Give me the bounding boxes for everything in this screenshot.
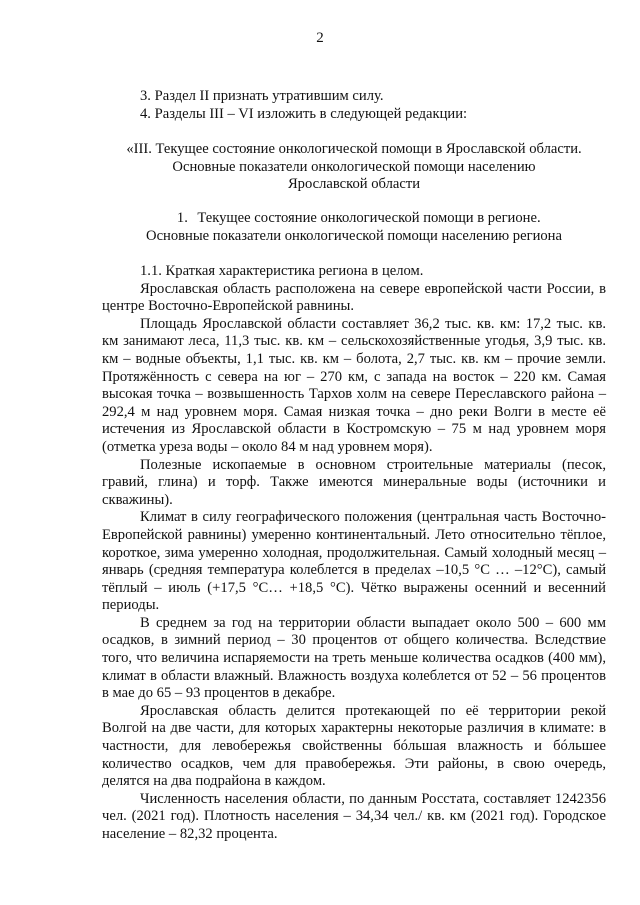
paragraph: Ярославская область делится протекающей по её территории рекой Волгой на две части, для которых характерны некоторые различия в климате: в частности, для левобережья свойственны бóльшая влажность и бóльшее количество осадков, чем для правобережья. Эти районы, в свою очередь, делятся на два подрайона в каждом. <box>102 702 606 790</box>
section-title-line: «III. Текущее состояние онкологической помощи в Ярославской области. <box>126 141 582 157</box>
amendment-list <box>102 88 606 123</box>
paragraph: Климат в силу географического положения (центральная часть Восточно-Европейской равнины) умеренно континентальный. Лето относительно тёплое, короткое, зима умеренно холодная, продолжительная. Самый холодный месяц – январь (средняя температура колеблется в пределах –10,5 °С … –12°С), самый тёплый – июль (+17,5 °С… +18,5 °С). Чётко выражены осенний и весенний периоды. <box>102 509 606 614</box>
paragraph: Полезные ископаемые в основном строительные материалы (песок, гравий, глина) и торф. Также имеются минеральные воды (источники и скважины). <box>102 456 606 508</box>
subsection-title-line: Основные показатели онкологической помощи населению региона <box>146 227 562 244</box>
section-title-line: Ярославской области <box>287 176 421 193</box>
subheading: 1.1. Краткая характеристика региона в целом. <box>140 263 424 279</box>
amendment-item: 3. Раздел II признать утратившим силу. <box>140 88 384 104</box>
page-number: 2 <box>316 30 324 46</box>
paragraph: Численность населения области, по данным Росстата, составляет 1242356 чел. (2021 год). Плотность населения – 34,34 чел./ кв. км (2021 год). Городское население – 82,32 процента. <box>102 790 606 842</box>
amendment-item: 4. Разделы III – VI изложить в следующей редакции: <box>140 105 468 122</box>
subsection-title-text: Текущее состояние онкологической помощи в регионе. <box>197 210 541 226</box>
section-title <box>102 141 606 194</box>
paragraph: Площадь Ярославской области составляет 36,2 тыс. кв. км: 17,2 тыс. кв. км занимают леса, 11,3 тыс. кв. км – сельскохозяйственные угодья, 3,9 тыс. кв. км – водные объекты, 1,1 тыс. кв. км – болота, 2,7 тыс. кв. км – прочие земли. Протяжённость с севера на юг – 270 км, с запада на восток – 220 км. Самая высокая точка – возвышенность Тархов холм на севере Переславского района – 292,4 м над уровнем моря. Самая низкая точка – дно реки Волги в месте её истечения из Ярославской области в Костромскую – 75 м над уровнем моря (отметка уреза воды – около 84 м над уровнем моря). <box>102 315 606 455</box>
subsection-title-line <box>102 210 606 228</box>
paragraph: В среднем за год на территории области выпадает около 500 – 600 мм осадков, в зимний период – 30 процентов от общего количества. Вследствие того, что величина испаряемости на треть меньше количества осадков (400 мм), климат в области влажный. Влажность воздуха колеблется от 52 – 56 процентов в мае до 65 – 93 процентов в декабре. <box>102 614 606 702</box>
subsection-number: 1. <box>176 210 188 226</box>
section-title-line: Основные показатели онкологической помощи населению <box>172 158 536 175</box>
body-text <box>102 263 606 844</box>
subsection-title <box>102 210 606 245</box>
paragraph: Ярославская область расположена на севере европейской части России, в центре Восточно-Европейской равнины. <box>102 280 606 315</box>
